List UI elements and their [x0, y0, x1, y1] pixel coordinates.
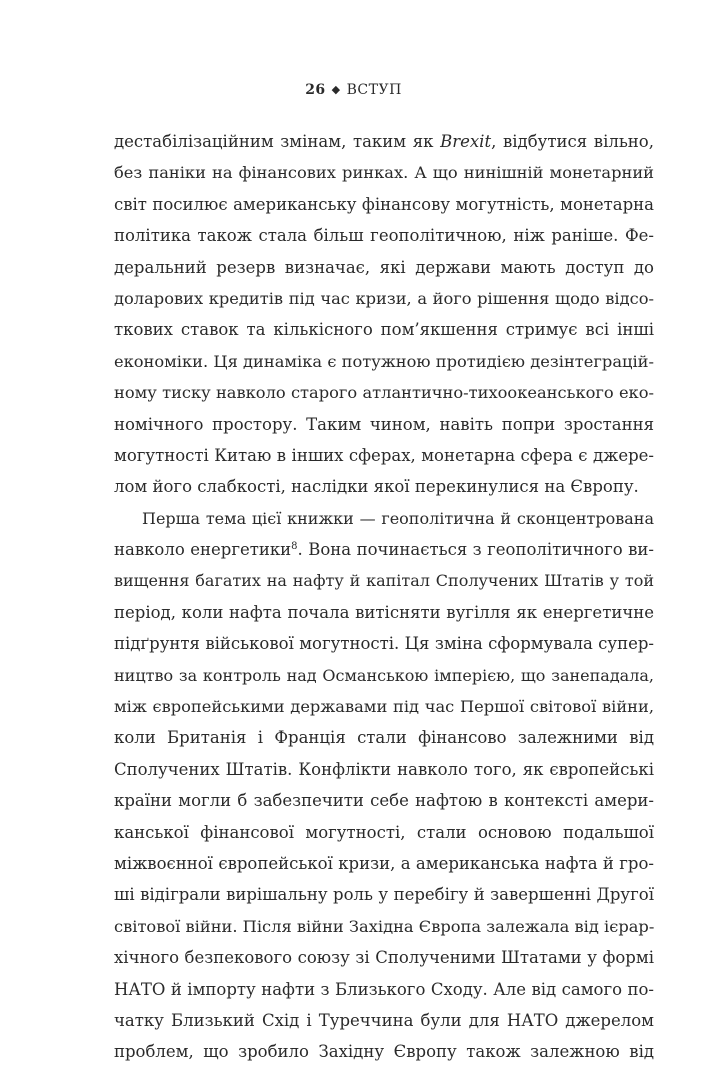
emphasized-term: Brexit [440, 132, 492, 151]
text-line: без паніки на фінансових ринках. А що нинішній монетарний [114, 163, 654, 183]
page-number: 26 [305, 82, 326, 98]
text-line: міжвоєнної європейської кризи, а американська нафта й гро- [114, 853, 654, 873]
text-line: вищення багатих на нафту й капітал Сполучених Штатів у той [114, 571, 654, 591]
text-line: канської фінансової могутності, стали основою подальшої [114, 822, 654, 842]
text-line: могутності Китаю в інших сферах, монетарна сфера є джере- [114, 445, 654, 465]
footnote-marker: 8 [291, 541, 298, 553]
text-line: ному тиску навколо старого атлантично-тихоокеанського еко- [114, 383, 654, 403]
text-line: країни могли б забезпечити себе нафтою в контексті амери- [114, 791, 654, 811]
body-text [114, 126, 654, 1068]
text-line: чатку Близький Схід і Туреччина були для НАТО джерелом [114, 1010, 654, 1030]
text-line: хічного безпекового союзу зі Сполученими Штатами у формі [114, 948, 654, 968]
text-line: Перша тема цієї книжки — геополітична й сконцентрована [142, 508, 654, 528]
text-line: між європейськими державами під час Першої світової війни, [114, 697, 654, 717]
text-line: дестабілізаційним змінам, таким як Brexit, відбутися вільно, [114, 132, 654, 151]
text-line: світової війни. Після війни Західна Європа залежала від ієрар- [114, 916, 655, 936]
text-line: лом його слабкості, наслідки якої перекинулися на Європу. [114, 477, 639, 497]
running-header [0, 82, 707, 98]
text-line: ші відіграли вирішальну роль у перебігу й завершенні Другої [114, 885, 654, 905]
text-line: світ посилює американську фінансову могутність, монетарна [114, 194, 654, 214]
text-line: НАТО й імпорту нафти з Близького Сходу. Але від самого по- [114, 979, 654, 999]
text-line: політика також стала більш геополітичною, ніж раніше. Фе- [114, 226, 654, 246]
text-line: доларових кредитів під час кризи, а його рішення щодо відсо- [114, 288, 654, 308]
section-title: ВСТУП [346, 82, 402, 98]
text-line: ткових ставок та кількісного пом’якшення стримує всі інші [114, 320, 654, 340]
text-line: економіки. Ця динаміка є потужною протидією дезінтеграцій- [114, 351, 654, 371]
text-line: ництво за контроль над Османською імперією, що занепадала, [114, 665, 654, 685]
text-line: період, коли нафта почала витісняти вугілля як енергетичне [114, 602, 654, 622]
text-line: коли Британія і Франція стали фінансово залежними від [114, 728, 654, 748]
text-line: проблем, що зробило Західну Європу також залежною від [114, 1042, 654, 1062]
text-line: деральний резерв визначає, які держави мають доступ до [114, 257, 654, 277]
text-line: Сполучених Штатів. Конфлікти навколо того, як європейські [114, 759, 654, 779]
diamond-separator-icon: ◆ [331, 83, 341, 96]
text-line: номічного простору. Таким чином, навіть попри зростання [114, 414, 654, 434]
text-line: навколо енергетики$^8$. Вона починається з геополітичного ви- [114, 540, 654, 560]
text-line: підґрунтя військової могутності. Ця зміна сформувала супер- [114, 634, 654, 654]
